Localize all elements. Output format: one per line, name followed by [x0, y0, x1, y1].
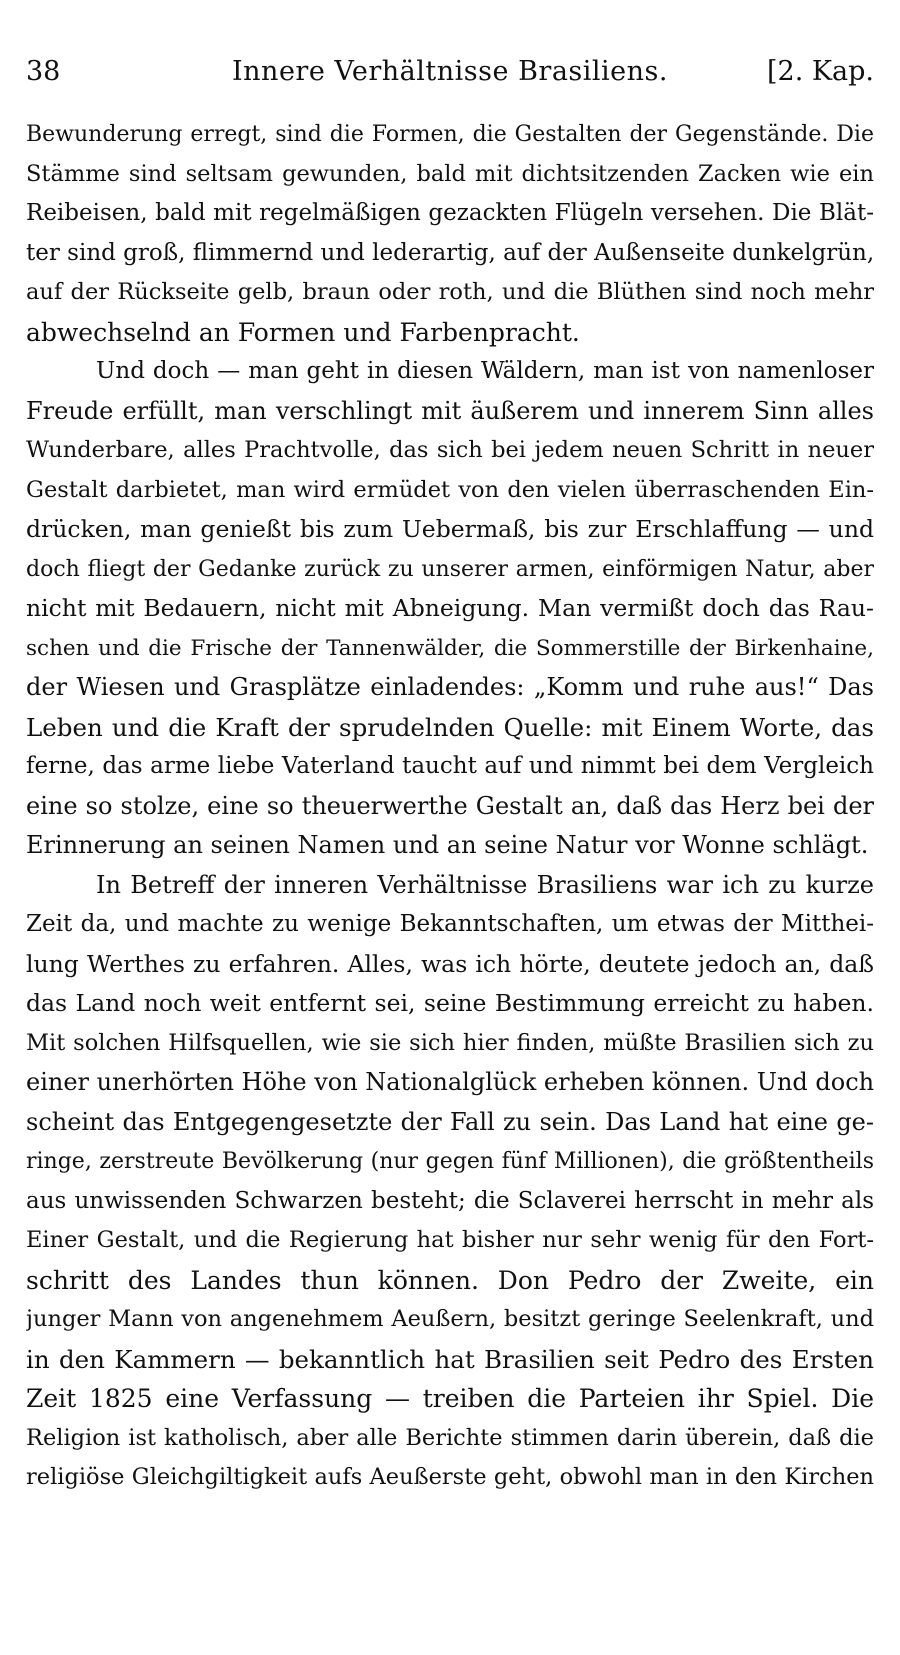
text-line: auf der Rückseite gelb, braun oder roth, und die Blüthen sind noch mehr	[26, 279, 874, 305]
text-line: Mit solchen Hilfsquellen, wie sie sich hier finden, müßte Brasilien sich zu	[26, 1029, 874, 1056]
text-line: Freude erfüllt, man verschlingt mit äußerem und innerem Sinn alles	[26, 396, 874, 425]
page-header	[26, 52, 874, 92]
text-line: lung Werthes zu erfahren. Alles, was ich hörte, deutete jedoch an, daß	[26, 949, 874, 978]
text-line: Stämme sind seltsam gewunden, bald mit dichtsitzenden Zacken wie ein	[26, 160, 874, 187]
paragraph-start-line: In Betreff der inneren Verhältnisse Brasiliens war ich zu kurze	[96, 870, 874, 899]
chapter-reference: [2. Kap.	[766, 56, 874, 87]
text-line: schen und die Frische der Tannenwälder, die Sommerstille der Birkenhaine,	[26, 635, 874, 661]
text-line: der Wiesen und Grasplätze einladendes: „Komm und ruhe aus!“ Das	[26, 673, 874, 701]
text-line: Zeit da, und machte zu wenige Bekanntschaften, um etwas der Mitthei-	[26, 911, 874, 937]
text-line: religiöse Gleichgiltigkeit aufs Aeußerste geht, obwohl man in den Kirchen	[26, 1464, 874, 1490]
text-line: Einer Gestalt, und die Regierung hat bisher nur sehr wenig für den Fort-	[26, 1227, 874, 1253]
text-line: nicht mit Bedauern, nicht mit Abneigung. Man vermißt doch das Rau-	[26, 594, 874, 622]
text-line: schritt des Landes thun können. Don Pedro der Zweite, ein	[26, 1265, 874, 1295]
text-line: Erinnerung an seinen Namen und an seine Natur vor Wonne schlägt.	[26, 831, 869, 859]
text-line: drücken, man genießt bis zum Uebermaß, bis zur Erschlaffung — und	[26, 515, 874, 543]
running-title: Innere Verhältnisse Brasiliens.	[232, 56, 668, 87]
text-line: Bewunderung erregt, sind die Formen, die Gestalten der Gegenstände. Die	[26, 122, 874, 147]
text-line: ferne, das arme liebe Vaterland taucht auf und nimmt bei dem Vergleich	[26, 753, 874, 779]
text-line: Gestalt darbietet, man wird ermüdet von den vielen überraschenden Ein-	[26, 476, 874, 503]
text-line: in den Kammern — bekanntlich hat Brasilien seit Pedro des Ersten	[26, 1344, 874, 1374]
text-line: doch fliegt der Gedanke zurück zu unserer armen, einförmigen Natur, aber	[26, 556, 874, 582]
text-line: Wunderbare, alles Prachtvolle, das sich bei jedem neuen Schritt in neuer	[26, 437, 874, 463]
paragraph-start-line: Und doch — man geht in diesen Wäldern, man ist von namenloser	[96, 358, 874, 384]
page-number: 38	[26, 56, 61, 87]
text-line: Leben und die Kraft der sprudelnden Quelle: mit Einem Worte, das	[26, 712, 874, 742]
text-line: Zeit 1825 eine Verfassung — treiben die Parteien ihr Spiel. Die	[26, 1384, 874, 1413]
text-line: scheint das Entgegengesetzte der Fall zu sein. Das Land hat eine ge-	[26, 1107, 874, 1136]
text-line: aus unwissenden Schwarzen besteht; die Sclaverei herrscht in mehr als	[26, 1187, 874, 1214]
text-line: einer unerhörten Höhe von Nationalglück erheben können. Und doch	[26, 1068, 874, 1096]
text-line: ringe, zerstreute Bevölkerung (nur gegen fünf Millionen), die größtentheils	[26, 1149, 874, 1174]
text-line: abwechselnd an Formen und Farbenpracht.	[26, 317, 580, 347]
text-line: Reibeisen, bald mit regelmäßigen gezackten Flügeln versehen. Die Blät-	[26, 200, 874, 226]
body-text	[26, 115, 874, 1498]
text-line: das Land noch weit entfernt sei, seine Bestimmung erreicht zu haben.	[26, 989, 874, 1017]
text-line: junger Mann von angenehmem Aeußern, besitzt geringe Seelenkraft, und	[26, 1306, 874, 1332]
text-line: eine so stolze, eine so theuerwerthe Gestalt an, daß das Herz bei der	[26, 791, 874, 820]
text-line: ter sind groß, flimmernd und lederartig, auf der Außenseite dunkelgrün,	[26, 239, 874, 266]
text-line: Religion ist katholisch, aber alle Berichte stimmen darin überein, daß die	[26, 1424, 874, 1451]
